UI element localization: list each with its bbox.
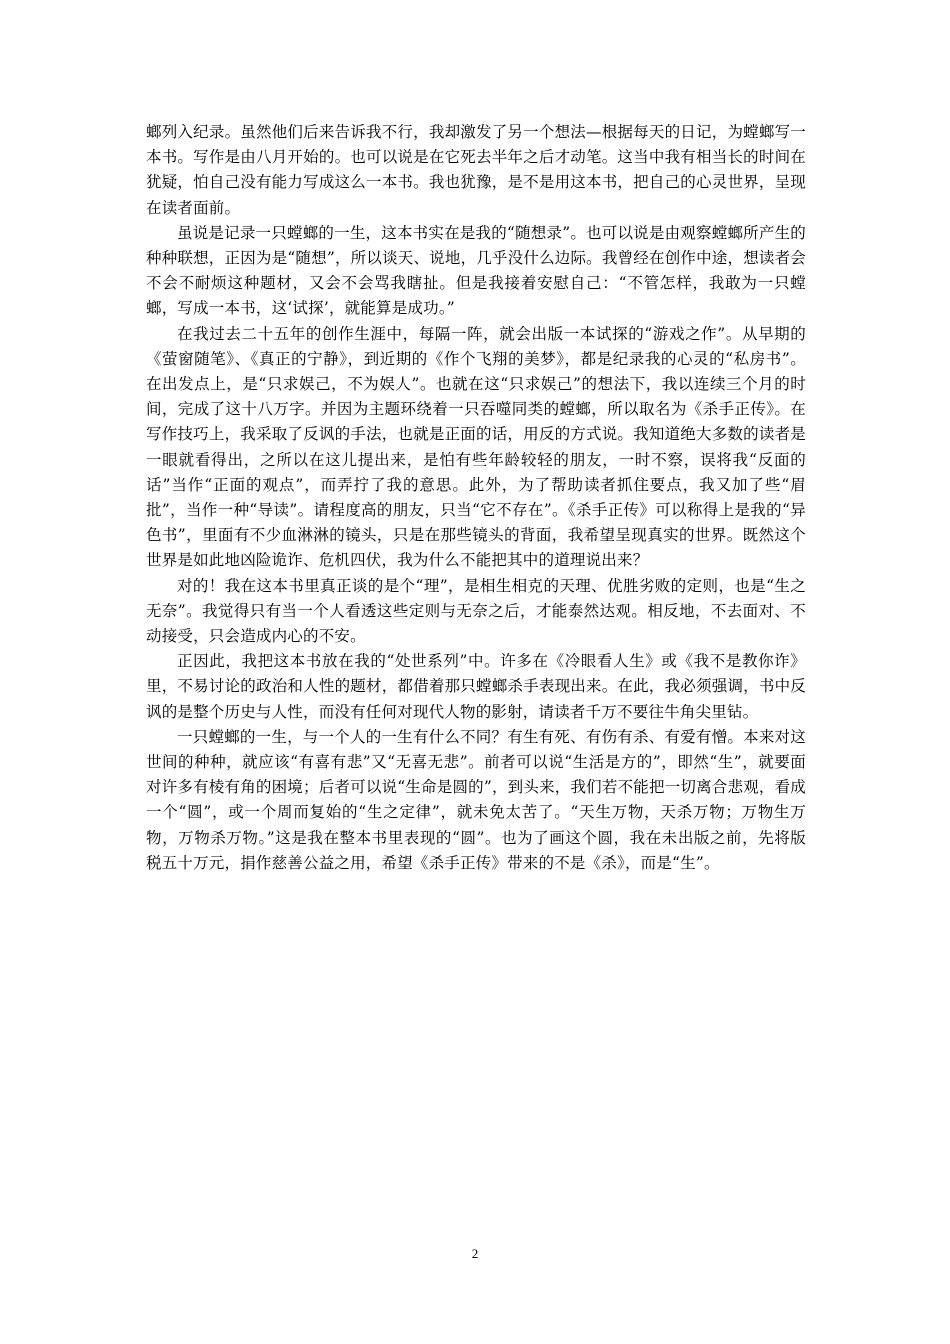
body-text	[146, 120, 806, 876]
paragraph-3: 在我过去二十五年的创作生涯中，每隔一阵，就会出版一本试探的“游戏之作”。从早期的《萤窗随笔》、《真正的宁静》，到近期的《作个飞翔的美梦》，都是纪录我的心灵的“私房书”。在出发点上，是“只求娱己，不为娱人”。也就在这“只求娱己”的想法下，我以连续三个月的时间，完成了这十八万字。并因为主题环绕着一只吞噬同类的螳螂，所以取名为《杀手正传》。在写作技巧上，我采取了反讽的手法，也就是正面的话，用反的方式说。我知道绝大多数的读者是一眼就看得出，之所以在这儿提出来，是怕有些年龄较轻的朋友，一时不察，误将我“反面的话”当作“正面的观点”，而弄拧了我的意思。此外，为了帮助读者抓住要点，我又加了些“眉批”，当作一种“导读”。请程度高的朋友，只当“它不存在”。《杀手正传》可以称得上是我的“异色书”，里面有不少血淋淋的镜头，只是在那些镜头的背面，我希望呈现真实的世界。既然这个世界是如此地凶险诡诈、危机四伏，我为什么不能把其中的道理说出来？	[146, 324, 806, 570]
paragraph-4: 对的！我在这本书里真正谈的是个“理”，是相生相克的天理、优胜劣败的定则，也是“生之无奈”。我觉得只有当一个人看透这些定则与无奈之后，才能泰然达观。相反地，不去面对、不动接受，只会造成内心的不安。	[146, 576, 806, 646]
paragraph-6: 一只螳螂的一生，与一个人的一生有什么不同？有生有死、有伤有杀、有爱有憎。本来对这世间的种种，就应该“有喜有悲”又“无喜无悲”。前者可以说“生活是方的”，即然“生”，就要面对许多有棱有角的困境；后者可以说“生命是圆的”，到头来，我们若不能把一切离合悲观，看成一个“圆”，或一个周而复始的“生之定律”，就未免太苦了。“天生万物，天杀万物；万物生万物，万物杀万物。”这是我在整本书里表现的“圆”。也为了画这个圆，我在未出版之前，先将版税五十万元，捐作慈善公益之用，希望《杀手正传》带来的不是《杀》，而是“生”。	[146, 727, 806, 872]
paragraph-1: 螂列入纪录。虽然他们后来告诉我不行，我却激发了另一个想法—根据每天的日记，为螳螂写一本书。写作是由八月开始的。也可以说是在它死去半年之后才动笔。这当中我有相当长的时间在犹疑，怕自己没有能力写成这么一本书。我也犹豫，是不是用这本书，把自己的心灵世界，呈现在读者面前。	[146, 123, 806, 217]
page-number: 2	[471, 1246, 479, 1261]
paragraph-5: 正因此，我把这本书放在我的“处世系列”中。许多在《冷眼看人生》或《我不是教你诈》里，不易讨论的政治和人性的题材，都借着那只螳螂杀手表现出来。在此，我必须强调，书中反讽的是整个历史与人性，而没有任何对现代人物的影射，请读者千万不要往牛角尖里钻。	[146, 652, 806, 721]
paragraph-2: 虽说是记录一只螳螂的一生，这本书实在是我的“随想录”。也可以说是由观察螳螂所产生的种种联想，正因为是“随想”，所以谈天、说地，几乎没什么边际。我曾经在创作中途，想读者会不会不耐烦这种题材，又会不会骂我瞎扯。但是我接着安慰自己：“不管怎样，我敢为一只螳螂，写成一本书，这‘试探’，就能算是成功。”	[146, 223, 806, 318]
